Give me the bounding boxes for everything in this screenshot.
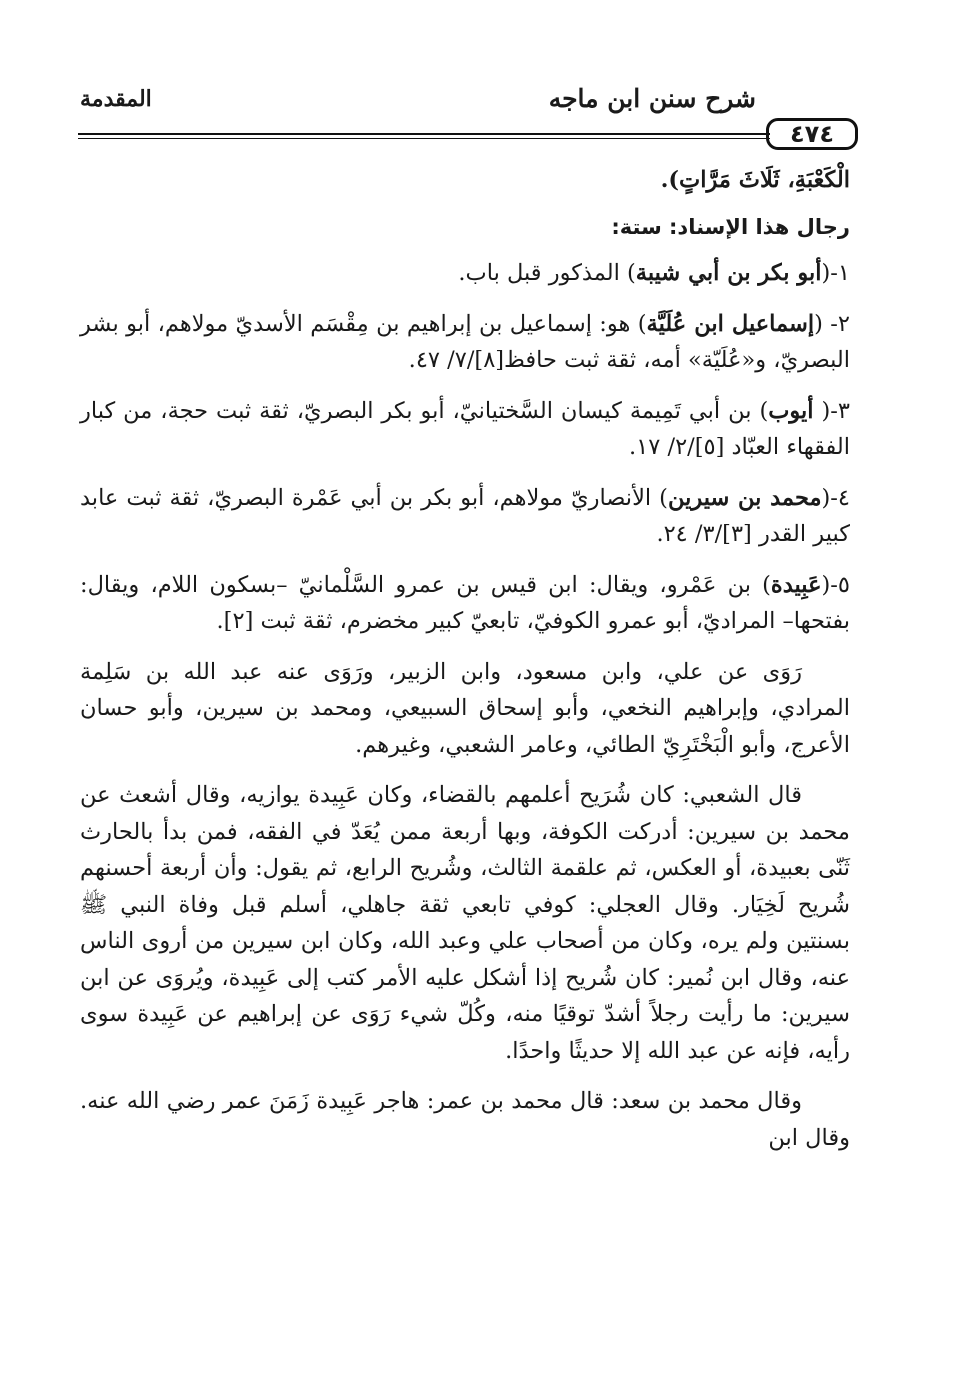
text-line-continuation: الْكَعْبَةِ، ثَلَاثَ مَرَّاتٍ). — [660, 167, 850, 193]
narrator-name: محمد بن سيرين — [667, 484, 822, 511]
entry-text: ) هو: إسماعيل بن إبراهيم بن مِقْسَم الأسديّ مولاهم، أبو بشر البصريّ، و«عُلَيّة» أمه، ثقة ثبت حافظ[٨]/٧/ ٤٧. — [80, 310, 850, 373]
entry-number: ١-( — [821, 260, 850, 286]
heading-text: رجال هذا الإسناد: ستة: — [611, 214, 850, 239]
entry-text: ) الأنصاريّ مولاهم، أبو بكر بن أبي عَمْرة البصريّ، ثقة ثبت عابد كبير القدر [٣]/٣/ ٢٤. — [80, 484, 850, 547]
entry-number: ٢- ( — [814, 310, 850, 337]
entry-text: ) المذكور قبل باب. — [458, 260, 636, 286]
entry-number: ٥-( — [821, 571, 850, 598]
entry-text: ) بن عَمْرو، ويقال: ابن قيس بن عمرو السَّلْمانيّ –بسكون اللام، ويقال: بفتحها– المراديّ، أبو عمرو الكوفيّ، تابعيّ كبير مخضرم، ثقة ثبت [٢]. — [80, 571, 850, 634]
entry-number: ٣-( — [813, 397, 850, 424]
paragraph-ibn-sad: وقال محمد بن سعد: قال محمد بن عمر: هاجر عَبِيدة زَمَنَ عمر رضي الله عنه. وقال ابن — [80, 1088, 850, 1151]
section-title: المقدمة — [80, 86, 152, 112]
page-number: ٤٧٤ — [766, 118, 858, 150]
book-title: شرح سنن ابن ماجه — [548, 84, 756, 113]
page-text — [80, 162, 850, 1170]
narrator-name: أبو بكر بن أبي شيبة — [635, 260, 822, 286]
entry-text: ) بن أبي تَمِيمة كيسان السَّختيانيّ، أبو بكر البصريّ، ثقة ثبت حجة، من كبار الفقهاء العبّاد [٥]/٢/ ١٧. — [80, 397, 850, 460]
narrator-entry-4 — [80, 480, 850, 553]
narrator-name: إسماعيل ابن عُلَيَّة — [646, 310, 815, 337]
narrator-name: أيوب — [768, 397, 814, 424]
running-header — [78, 80, 858, 150]
section-heading — [80, 209, 850, 246]
narrator-entry-5 — [80, 567, 850, 640]
narrator-entry-3 — [80, 393, 850, 466]
narrator-entry-1 — [80, 255, 850, 292]
header-rule-thin — [78, 138, 770, 139]
paragraph-narrations: رَوَى عن علي، وابن مسعود، وابن الزبير، ورَوَى عنه عبد الله بن سَلِمة المرادي، وإبراهيم النخعي، وأبو إسحاق السبيعي، ومحمد بن سيرين، وأبو حسان الأعرج، وأبو الْبَخْتَرِيّ الطائي، وعامر الشعبي، وغيرهم. — [80, 658, 850, 758]
header-rule — [78, 133, 770, 135]
narrator-name: عَبِيدة — [770, 571, 822, 598]
entry-number: ٤-( — [821, 484, 850, 511]
paragraph-shabi: قال الشعبي: كان شُرَيح أعلمهم بالقضاء، وكان عَبِيدة يوازيه، وقال أشعث عن محمد بن سيرين: أدركت الكوفة، وبها أربعة ممن يُعَدّ في الفقه، فمن بدأ بالحارث ثَنّى بعبيدة، أو العكس، ثم علقمة الثالث، وشُريح الرابع، ثم يقول: وأن أربعة أحسنهم شُريح لَخِيَار. وقال العجلي: كوفي تابعي ثقة جاهلي، أسلم قبل وفاة النبي ﷺ بسنتين ولم يره، وكان من أصحاب علي وعبد الله، وكان ابن سيرين من أروى الناس عنه، وقال ابن نُمير: كان شُريح إذا أشكل عليه الأمر كتب إلى عَبِيدة، ويُروَى عن ابن سيرين: ما رأيت رجلاً أشدّ توقيًا منه، وكُلّ شيء رَوَى عن إبراهيم عن عَبِيدة سوى رأيه، فإنه عن عبد الله إلا حديثًا واحدًا. — [80, 782, 850, 1064]
narrator-entry-2 — [80, 306, 850, 379]
